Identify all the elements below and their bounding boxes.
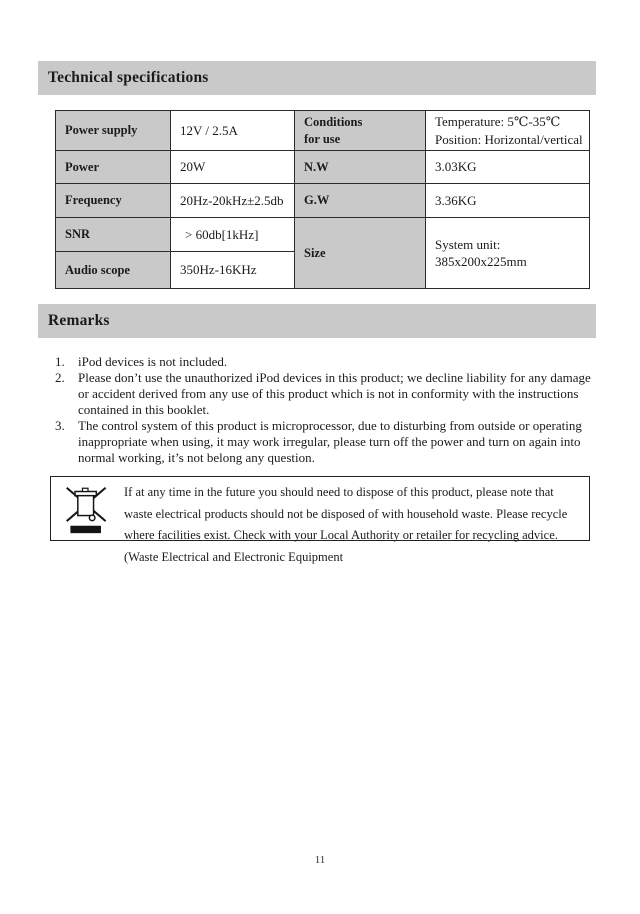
spec-label-power-supply: Power supply (56, 111, 171, 151)
list-item-number: 1. (55, 354, 65, 370)
list-item (55, 370, 594, 418)
spec-label-conditions-for-use: Conditions for use (295, 111, 426, 151)
section-header-remarks (38, 304, 596, 338)
spec-value-size: System unit: 385x200x225mm (426, 218, 590, 289)
table-row (56, 111, 590, 151)
weee-crossed-out-bin-icon (51, 477, 124, 540)
list-item-text: The control system of this product is microprocessor, due to disturbing from outside or operating inappropriate when using, it may work irregular, please turn off the power and turn on again into normal working, it’s not belong any question. (78, 418, 582, 466)
list-item-number: 2. (55, 370, 65, 386)
spec-value-audio-scope: 350Hz-16KHz (171, 252, 295, 289)
spec-label-power: Power (56, 151, 171, 184)
remarks-list (55, 354, 594, 466)
disposal-notice-text: If at any time in the future you should need to dispose of this product, please note that waste electrical products should not be disposed of with household waste. Please recycle where facilities exist. Check with your Local Authority or retailer for recycling advice.(Waste Electrical and Electronic Equipment (124, 485, 568, 564)
spec-label-audio-scope: Audio scope (56, 252, 171, 289)
list-item-text: iPod devices is not included. (78, 354, 228, 370)
table-row (56, 184, 590, 218)
spec-value-gw: 3.36KG (426, 184, 590, 218)
section-title: Technical specifications (48, 69, 209, 86)
manual-page (0, 61, 640, 914)
spec-label-snr: SNR (56, 218, 171, 252)
table-row (56, 218, 590, 252)
section-header-technical-specifications (38, 61, 596, 95)
list-item (55, 354, 594, 370)
spec-label-nw: N.W (295, 151, 426, 184)
spec-value-frequency: 20Hz-20kHz±2.5db (171, 184, 295, 218)
spec-label-frequency: Frequency (56, 184, 171, 218)
spec-value-conditions-for-use: Temperature: 5℃-35℃ Position: Horizontal/vertical (426, 111, 590, 151)
spec-label-size: Size (295, 218, 426, 289)
spec-value-nw: 3.03KG (426, 151, 590, 184)
section-title: Remarks (48, 312, 110, 330)
spec-label-gw: G.W (295, 184, 426, 218)
spec-value-power-supply: 12V / 2.5A (171, 111, 295, 151)
spec-value-power: 20W (171, 151, 295, 184)
list-item-number: 3. (55, 418, 65, 434)
spec-table (55, 110, 590, 289)
spec-value-snr: > 60db[1kHz] (171, 218, 295, 252)
table-row (56, 151, 590, 184)
list-item-text: Please don’t use the unauthorized iPod devices in this product; we decline liability for any damage or accident derived from any use of this product which is not in conformity with the instructions contained in this booklet. (78, 370, 591, 418)
disposal-notice-box (50, 476, 590, 564)
page-number: 11 (314, 854, 326, 866)
list-item (55, 418, 594, 466)
